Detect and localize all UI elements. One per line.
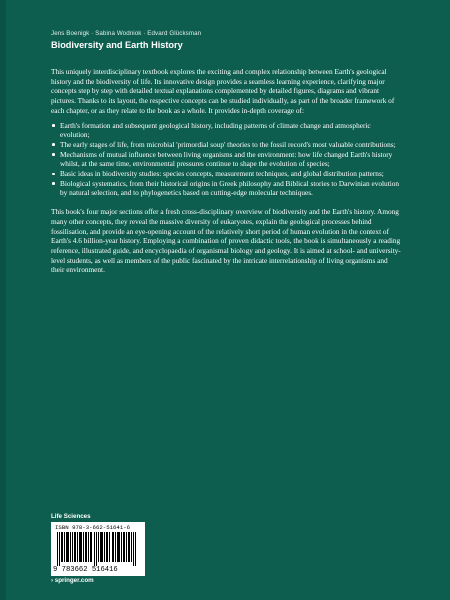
coverage-item: Mechanisms of mutual influence between living organisms and the environment: how life changed Earth's history whilst, at the same time, environmental pressures continue to shape the evolution of species; <box>51 150 402 169</box>
blurb-intro: This uniquely interdisciplinary textbook explores the exciting and complex relationship between Earth's geological history and the biodiversity of life. Its innovative design provides a seamless learning experience, clarifying major concepts step by step with detailed textual explanations complemented by detailed figures, diagrams and vibrant pictures. Thanks to its layout, the respective concepts can be studied individually, as part of the broader framework of each chapter, or as they relate to the book as a whole. It provides in-depth coverage of: <box>51 67 395 115</box>
coverage-item: Basic ideas in biodiversity studies: species concepts, measurement techniques, and global distribution patterns; <box>51 169 402 179</box>
blurb-closing: This book's four major sections offer a fresh cross-disciplinary overview of biodiversity and the Earth's history. Among many other concepts, they reveal the massive diversity of eukaryotes, explain the geological processes behind fossilisation, and provide an eye-opening account of the relatively short period of human evolution in the context of Earth's 4.6 billion-year history. Employing a combination of proven didactic tools, the book is simultaneously a reading reference, illustrated guide, and encyclopaedia of organismal biology and geology. It is aimed at school- and university-level students, as well as members of the public fascinated by the intricate interrelationship of living organisms and their environment. <box>51 207 401 275</box>
coverage-item: Earth's formation and subsequent geological history, including patterns of climate change and atmospheric evolution; <box>51 121 402 140</box>
coverage-list <box>51 121 402 199</box>
author-list: Jens Boenigk · Sabina Wodniok · Edvard Glücksman <box>51 30 202 37</box>
barcode-digits: 9 783662 516416 <box>53 566 118 574</box>
spine-edge <box>0 0 6 600</box>
isbn-text: ISBN 978-3-662-51641-6 <box>55 524 131 531</box>
series-label: Life Sciences <box>51 513 91 520</box>
publisher-link[interactable]: › springer.com <box>51 577 94 584</box>
barcode-icon <box>57 532 139 566</box>
coverage-item: Biological systematics, from their historical origins in Greek philosophy and Biblical stories to Darwinian evolution by natural selection, and to phylogenetics based on cutting-edge molecular techniques. <box>51 179 402 198</box>
back-cover-blurb <box>51 67 402 275</box>
coverage-item: The early stages of life, from microbial 'primordial soup' theories to the fossil record's most valuable contributions; <box>51 140 402 150</box>
barcode-block <box>51 522 145 576</box>
book-title: Biodiversity and Earth History <box>51 40 183 50</box>
